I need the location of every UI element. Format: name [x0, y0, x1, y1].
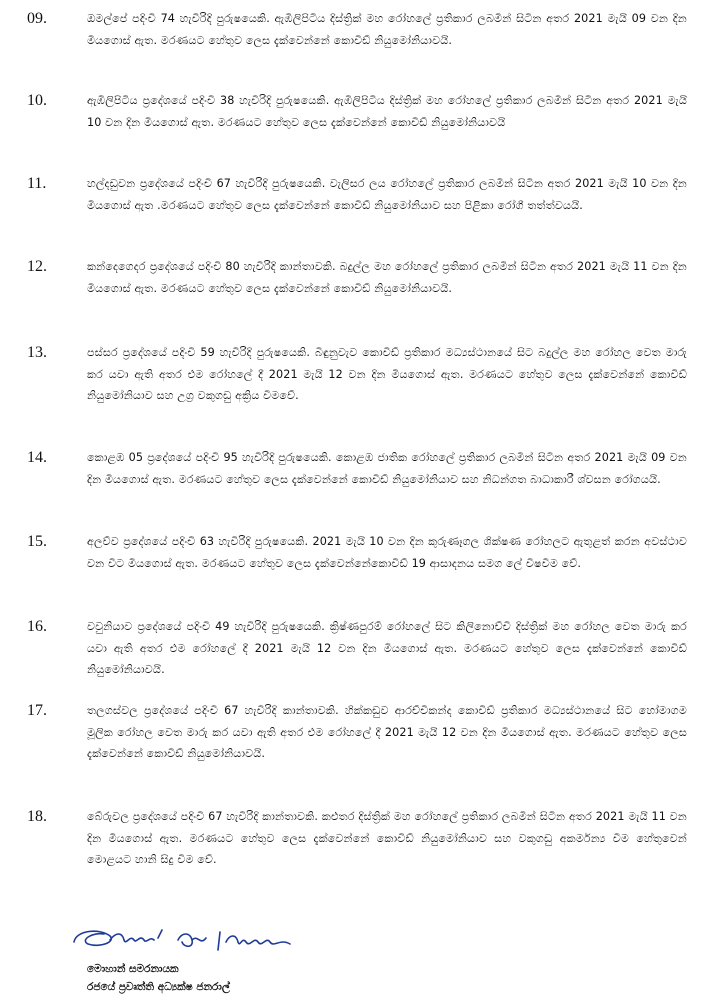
signer-title: රජයේ ප්‍රවෘත්ති අධ්‍යක්ෂ ජනරාල් — [87, 981, 230, 993]
item-text: පස්සර ප්‍රදේශයේ පදිංචි 59 හැවිරිදි පුරුෂයෙකි. බිඳුනුවැව කොවිඩ් ප්‍රතිකාර මධ්‍යස්ථානයේ සිට බදුල්ල මහ රෝහල වෙත මාරු කර යවා ඇති අතර එම රෝහලේ දී 2021 මැයි 12 වන දින මියගොස් ඇත. මරණයට හේතුව ලෙස දැක්වෙන්නේ කොවිඩ් නියුමෝනියාව සහ උග්‍ර වකුගඩු අක්‍රිය වීමවේ. — [87, 346, 687, 402]
item-text: ඇඹිලිපිටිය ප්‍රදේශයේ පදිංචි 38 හැවිරිදි පුරුෂයෙකි. ඇඹිලිපිටිය දිස්ත්‍රික් මහ රෝහලේ ප්‍රතිකාර ලබමින් සිටින අතර 2021 මැයි 10 වන දින මියගොස් ඇත. මරණයට හේතුව ලෙස දැක්වෙන්නේ කොවිඩ් නියුමෝනියාවයි — [87, 94, 687, 129]
item-number: 18. — [27, 808, 47, 825]
item-number: 09. — [27, 10, 47, 27]
item-number: 14. — [27, 449, 47, 466]
handwritten-signature — [70, 922, 320, 962]
item-number: 15. — [27, 533, 47, 550]
item-text: තලගස්වල ප්‍රදේශයේ පදිංචි 67 හැවිරිදි කාන්තාවකි. හික්කඩුව ආරච්චිකන්ද කොවිඩ් ප්‍රතිකාර මධ්‍යස්ථානයේ සිට හෝමාගම මූලික රෝහල වෙත මාරු කර යවා ඇති අතර එම රෝහලේ දී 2021 මැයි 12 වන දින මියගොස් ඇත. මරණයට හේතුව ලෙස දැක්වෙන්නේ කොවිඩ් නියුමෝනියාවයි. — [87, 704, 687, 760]
item-number: 10. — [27, 92, 47, 109]
item-number: 13. — [27, 344, 47, 361]
signer-name: මොහාන් සමරනායක — [87, 963, 179, 975]
item-number: 12. — [27, 258, 47, 275]
item-text: හල්දඩුවන ප්‍රදේශයේ පදිංචි 67 හැවිරිදි පුරුෂයෙකි. වැලිසර ලය රෝහලේ ප්‍රතිකාර ලබමින් සිටින අතර 2021 මැයි 10 වන දින මියගොස් ඇත .මරණයට හේතුව ලෙස දැක්වෙන්නේ කොවිඩ් නියුමෝනියාව සහ පිළිකා රෝගී තත්ත්වයයි. — [87, 177, 687, 212]
item-number: 11. — [27, 175, 47, 192]
item-number: 16. — [27, 618, 47, 635]
item-text: ඔමල්පේ පදිංචි 74 හැවිරිදි පුරුෂයෙකි. ඇඹිලිපිටිය දිස්ත්‍රික් මහ රෝහලේ ප්‍රතිකාර ලබමින් සිටින අතර 2021 මැයි 09 වන දින මියගොස් ඇත. මරණයට හේතුව ලෙස දැක්වෙන්නේ කොවිඩ් නියුමෝනියාවයි. — [87, 12, 687, 47]
item-text: අලව්ව ප්‍රදේශයේ පදිංචි 63 හැවිරිදි පුරුෂයෙකි. 2021 මැයි 10 වන දින කුරුණෑගල ශික්ෂණ රෝහලට ඇතුළත් කරන අවස්ථාව වන විට මියගොස් ඇත. මරණයට හේතුව ලෙස දැක්වෙන්නේකොවිඩ් 19 ආසාදනය සමග ලේ විෂවීම වේ. — [87, 535, 687, 570]
item-text: වවුනියාව ප්‍රදේශයේ පදිංචි 49 හැවිරිදි පුරුෂයෙකි. ක්‍රිෂ්ණපුරම් රෝහලේ සිට කිලිනොච්චි දිස්ත්‍රික් මහ රෝහල වෙත මාරු කර යවා ඇති අතර එම රෝහලේ දී 2021 මැයි 12 වන දින මියගොස් ඇත. මරණයට හේතුව ලෙස දැක්වෙන්නේ කොවිඩ් නියුමෝනියාවයි. — [87, 620, 687, 676]
item-text: කන්දෙගෙදර ප්‍රදේශයේ පදිංචි 80 හැවිරිදි කාන්තාවකි. බදුල්ල මහ රෝහලේ ප්‍රතිකාර ලබමින් සිටින අතර 2021 මැයි 11 වන දින මියගොස් ඇත. මරණයට හේතුව ලෙස දැක්වෙන්නේ කොවිඩ් නියුමෝනියාවයි. — [87, 260, 687, 295]
item-text: කොළඹ 05 ප්‍රදේශයේ පදිංචි 95 හැවිරිදි පුරුෂයෙකි. කොළඹ ජාතික රෝහලේ ප්‍රතිකාර ලබමින් සිටින අතර 2021 මැයි 09 වන දින මියගොස් ඇත. මරණයට හේතුව ලෙස දැක්වෙන්නේ කොවිඩ් නියුමෝනියාව සහ නිධන්ගත බාධාකාරී ශ්වසන රෝගයයි. — [87, 451, 687, 486]
item-number: 17. — [27, 702, 47, 719]
item-text: බේරුවල ප්‍රදේශයේ පදිංචි 67 හැවිරිදි කාන්තාවකි. කළුතර දිස්ත්‍රික් මහ රෝහලේ ප්‍රතිකාර ලබමින් සිටින අතර 2021 මැයි 11 වන දින මියගොස් ඇත. මරණයට හේතුව ලෙස දැක්වෙන්නේ කොවිඩ් නියුමෝනියාව සහ වකුගඩු අකර්මන්‍ය වීම හේතුවෙන් මොළයට හානි සිදු වීම වේ. — [87, 810, 687, 866]
